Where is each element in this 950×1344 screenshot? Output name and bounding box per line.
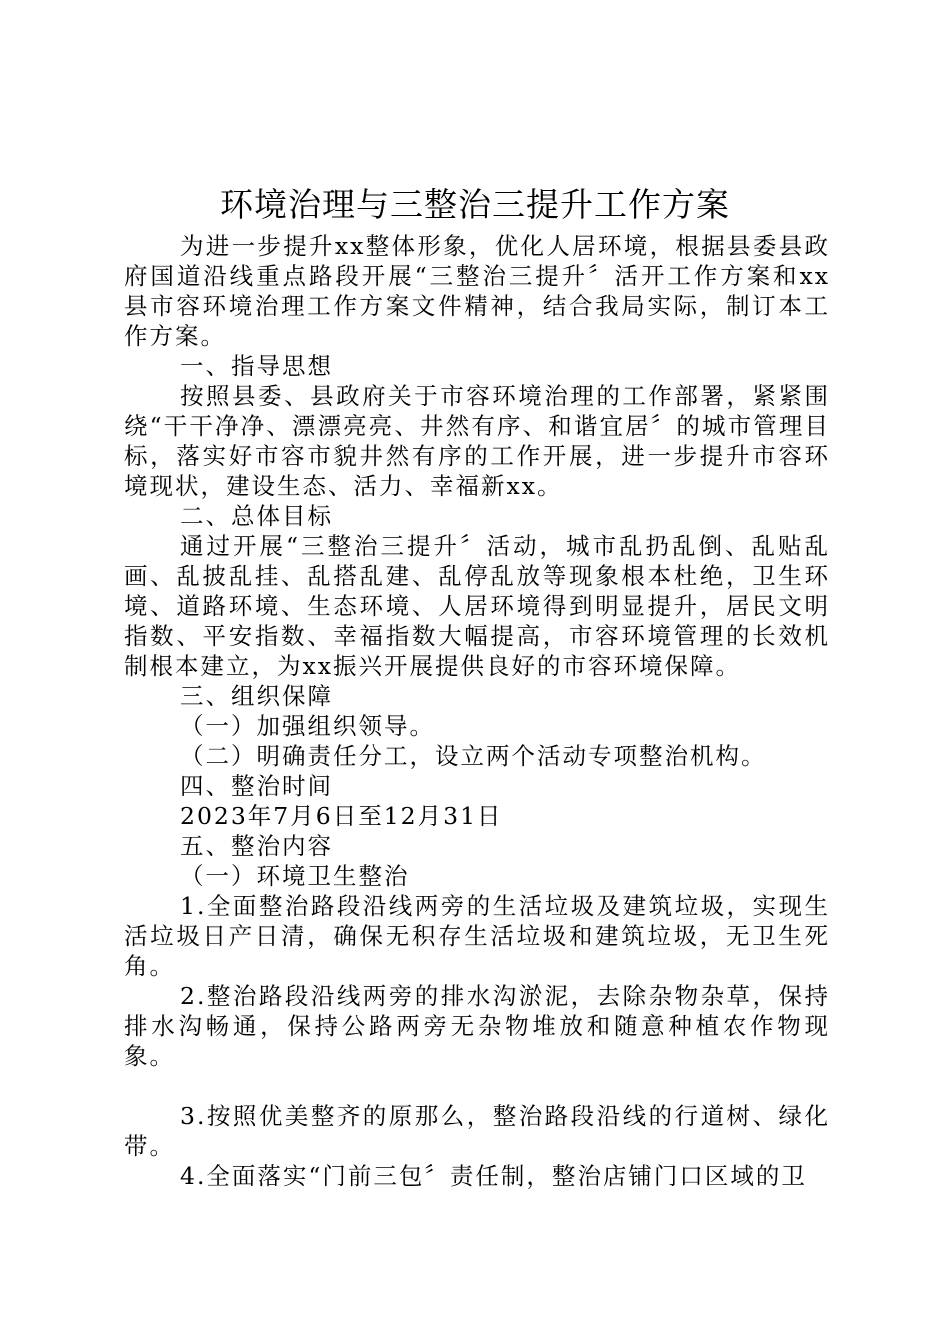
sanitation-item-2: 2.整治路段沿线两旁的排水沟淤泥，去除杂物杂草，保持排水沟畅通，保持公路两旁无杂物堆放和随意种植农作物现象。 <box>124 982 830 1070</box>
subsection-heading-sanitation: （一）环境卫生整治 <box>180 862 410 890</box>
intro-paragraph: 为进一步提升xx整体形象，优化人居环境，根据县委县政府国道沿线重点路段开展“三整治三提升〞活开工作方案和xx县市容环境治理工作方案文件精神，结合我局实际，制订本工作方案。 <box>124 232 830 350</box>
sanitation-item-4: 4.全面落实“门前三包〞责任制，整治店铺门口区域的卫 <box>180 1162 807 1190</box>
organization-item-2: （二）明确责任分工，设立两个活动专项整治机构。 <box>180 742 767 770</box>
document-body <box>124 231 830 1191</box>
section-heading-guiding-ideology: 一、指导思想 <box>180 352 333 380</box>
section-heading-overall-goal: 二、总体目标 <box>180 502 333 530</box>
section-heading-timeframe: 四、整治时间 <box>180 772 333 800</box>
timeframe-paragraph: 2023年7月6日至12月31日 <box>180 802 503 830</box>
blank-line <box>124 1071 830 1101</box>
section-heading-organization: 三、组织保障 <box>180 682 333 710</box>
document-title: 环境治理与三整治三提升工作方案 <box>220 185 730 224</box>
section-heading-content: 五、整治内容 <box>180 832 333 860</box>
organization-item-1: （一）加强组织领导。 <box>180 712 435 740</box>
guiding-ideology-paragraph: 按照县委、县政府关于市容环境治理的工作部署，紧紧围绕“干干净净、漂漂亮亮、井然有序、和谐宜居〞的城市管理目标，落实好市容市貌井然有序的工作开展，进一步提升市容环境现状，建设生态、活力、幸福新xx。 <box>124 382 830 500</box>
sanitation-item-3: 3.按照优美整齐的原那么，整治路段沿线的行道树、绿化带。 <box>124 1102 830 1160</box>
sanitation-item-1: 1.全面整治路段沿线两旁的生活垃圾及建筑垃圾，实现生活垃圾日产日清，确保无积存生活垃圾和建筑垃圾，无卫生死角。 <box>124 892 830 980</box>
overall-goal-paragraph: 通过开展“三整治三提升〞活动，城市乱扔乱倒、乱贴乱画、乱披乱挂、乱搭乱建、乱停乱放等现象根本杜绝，卫生环境、道路环境、生态环境、人居环境得到明显提升，居民文明指数、平安指数、幸福指数大幅提高，市容环境管理的长效机制根本建立，为xx振兴开展提供良好的市容环境保障。 <box>124 532 830 680</box>
